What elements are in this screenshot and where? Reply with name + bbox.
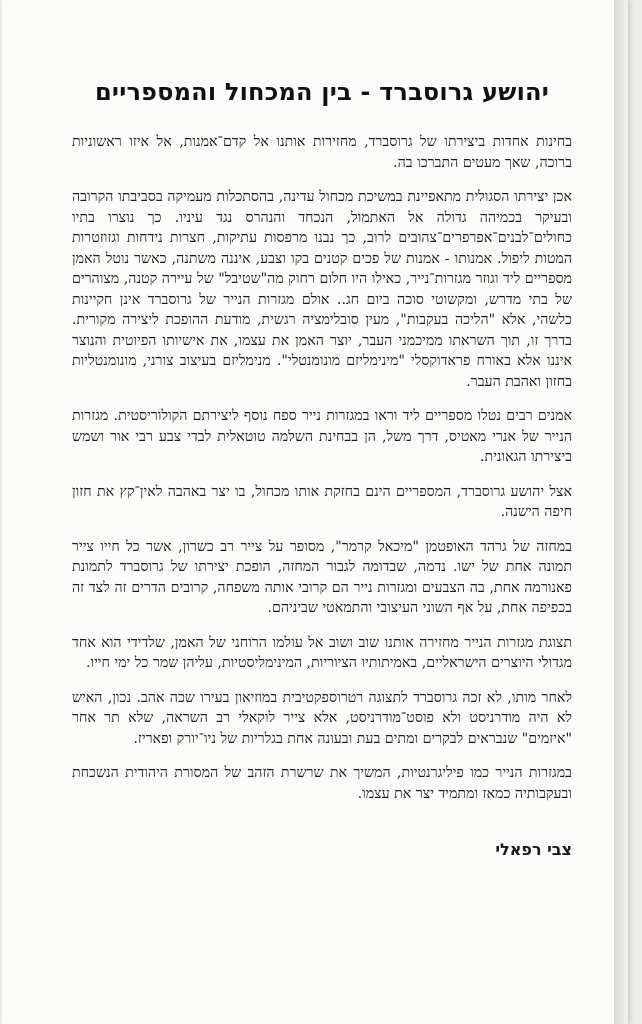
article-title: יהושע גרוסברד - בין המכחול והמספריים xyxy=(95,78,549,106)
document-page xyxy=(2,0,628,1024)
paragraph-2: אכן יצירתו הסגולית מתאפיינת במשיכת מכחול עדינה, בהסתכלות מעמיקה בסביבתו הקרובה ובעיקר בכמיהה גדולה אל האתמול, הנכחד והנהרס נגד עיניו. כך נוצרו בתיו כחולים־לבנים־אפרפרים־צהובים לרוב, כך נבנו מרפסות עתיקות, חצרות נידחות וגזוזטרות המטות ליפול. אמנותו - אמנות של פכים קטנים בקו וצבע, איננה משתנה, כאשר נוטל האמן מספריים ליד וגוזר מגזרות־נייר, כאילו היו חלום רחוק מה"שטיבל" של עיירה קטנה, מצוהרים של בתי מדרש, ומקשוטי סוכה ביום חג.. אולם מגזרות הנייר של גרוסברד אינן חקיינות כלשהי, אלא "הליכה בעקבות", מעין סובלימציה רגשית, מודעת ההופכת ליצירה מקורית. בדרך זו, תוך השראתו ממיכמני העבר, יוצר האמן את עצמו, את אישיותו הפיוטית והנוצר איננו אלא באורח פראדוקסלי "מינימליזם מונומנטלי". מנימליזם בעיצוב צורני, מונומנטליות בחזון ואהבת העבר. xyxy=(72,189,572,390)
page-edge xyxy=(614,0,628,1024)
paragraph-6: תצוגת מגזרות הנייר מחזירה אותנו שוב ושוב אל עולמו הרוחני של האמן, שלדידי הוא אחד מגדולי היוצרים הישראליים, באמיתותיו הציוריות, המינימליסטיות, עליהן שמר כל ימי חייו. xyxy=(72,634,572,671)
paragraph-1: בחינות אחדות ביצירתו של גרוסברד, מחזירות אותנו אל קדם־אמנות, אל איזו ראשוניות ברוכה, שאך מעטים התברכו בה. xyxy=(72,134,572,171)
paragraph-5: במחזה של גרהד האופטמן "מיכאל קרמר", מסופר על צייר רב כשרון, אשר כל חייו צייר תמונה אחת של ישו. נדמה, שבדומה לגבור המחזה, הופכת יצירתו של גרוסברד לתמונת פאנורמה אחת, בה הצבעים ומגזרות נייר הם קרובי אותה משפחה, קרובים הדרים זה לצד זה בכפיפה אחת, על אף השוני העיצובי והתמאטי שביניהם. xyxy=(72,538,572,616)
paragraph-3: אמנים רבים נטלו מספריים ליד וראו במגזרות נייר ספח נוסף ליצירתם הקולוריסטית. מגזרות הנייר של אנרי מאטיס, דרך משל, הן בבחינת השלמה טוטאלית לבדי צבע רבי אור ושמש ביצירתו הגאונית. xyxy=(72,408,572,465)
paragraph-8: במגזרות הנייר כמו פיליגרנטיות, המשיך את שרשרת הזהב של המסורת היהודית הנשכחת ובעקבותיה כמאז ומתמיד יצר את עצמו. xyxy=(72,765,572,802)
paragraph-4: אצל יהושע גרוסברד, המספריים הינם בחזקת אותו מכחול, בו יצר באהבה לאין־קץ את חזון חיפה הישנה. xyxy=(72,483,572,520)
article xyxy=(72,78,572,859)
paragraph-7: לאחר מותו, לא זכה גרוסברד לתצוגה רטרוספקטיבית במוזיאון בעירו שכה אהב. נכון, האיש לא היה מודרניסט ולא פוסט־מודרניסט, אלא צייר לוקאלי רב השראה, שלא תר אחר "איזמים" שנבראים לבקרים ומתים בעת ובעונה אחת בגלריות של ניו־יורק ופאריז. xyxy=(72,689,572,747)
author-signature: צבי רפאלי xyxy=(495,840,572,859)
